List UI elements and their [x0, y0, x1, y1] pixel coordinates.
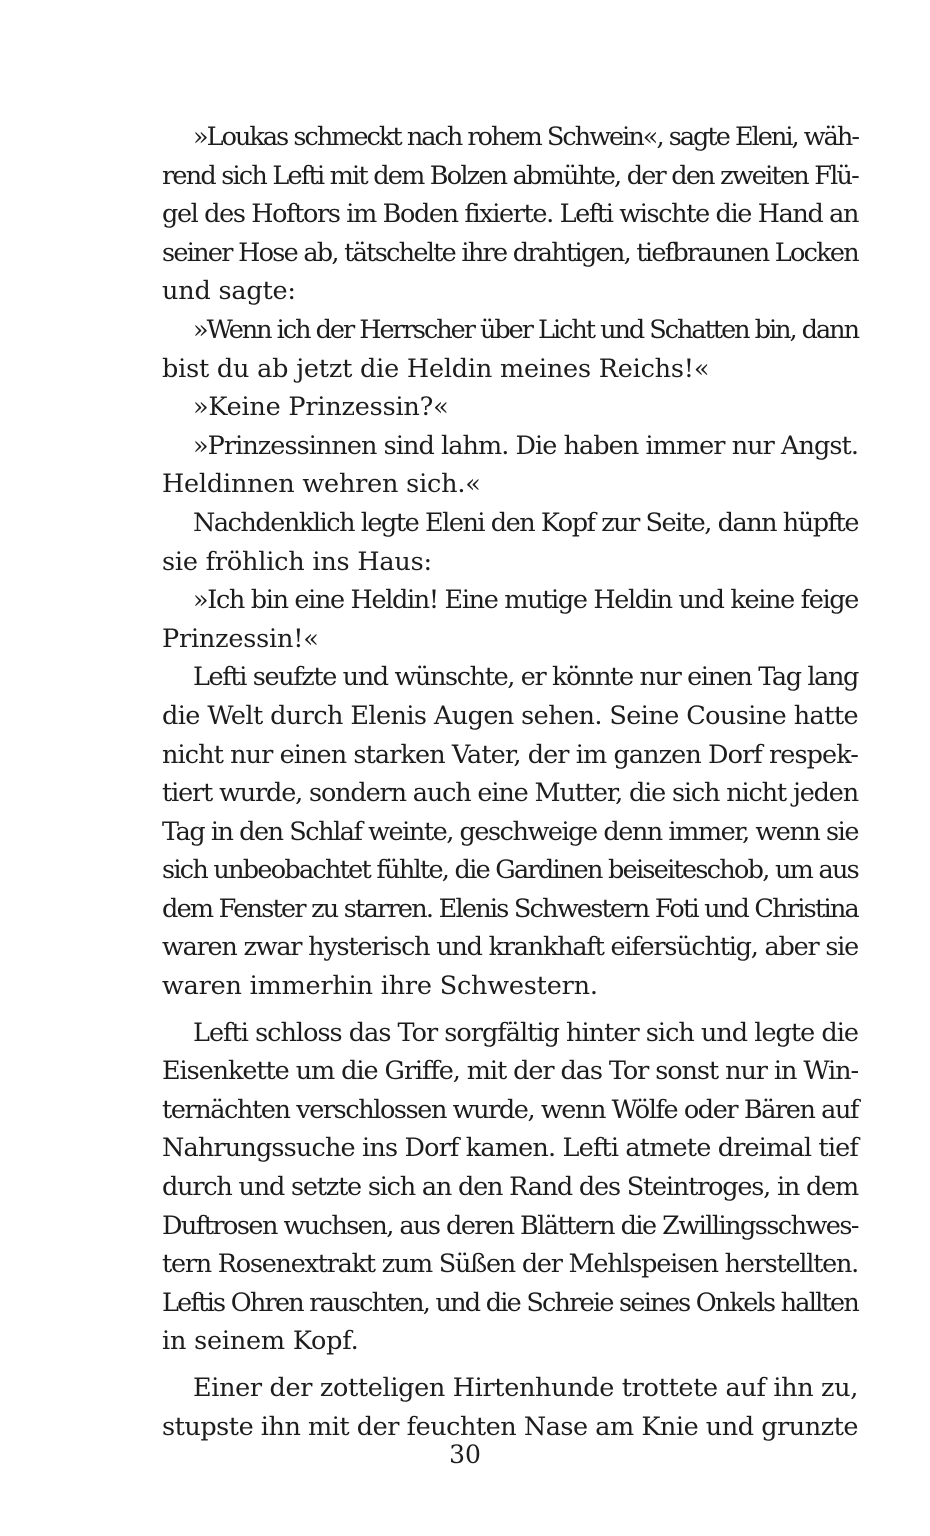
body-text: [162, 118, 858, 1446]
text-line: Heldinnen wehren sich.«: [162, 469, 481, 500]
text-line: nicht nur einen starken Vater, der im ganzen Dorf respek-: [162, 739, 858, 770]
text-line: Lefti seufzte und wünschte, er könnte nur einen Tag lang: [193, 662, 858, 693]
text-line: und sagte:: [162, 276, 296, 307]
text-line: waren immerhin ihre Schwestern.: [162, 971, 598, 1002]
text-line: die Welt durch Elenis Augen sehen. Seine Cousine hatte: [162, 700, 858, 731]
text-line: bist du ab jetzt die Heldin meines Reichs!«: [162, 353, 710, 384]
text-line: tern Rosenextrakt zum Süßen der Mehlspeisen herstellten.: [162, 1249, 858, 1280]
text-line: Einer der zotteligen Hirtenhunde trottete auf ihn zu,: [193, 1373, 858, 1403]
text-line: Lefti schloss das Tor sorgfältig hinter sich und legte die: [193, 1017, 859, 1048]
text-line: »Loukas schmeckt nach rohem Schwein«, sagte Eleni, wäh-: [193, 122, 858, 152]
text-line: sich unbeobachtet fühlte, die Gardinen beiseiteschob, um aus: [162, 855, 858, 886]
text-line: stupste ihn mit der feuchten Nase am Knie und grunzte: [162, 1411, 858, 1442]
paragraph-gap: [162, 1006, 858, 1014]
text-line: Prinzessin!«: [162, 623, 319, 654]
text-line: tiert wurde, sondern auch eine Mutter, die sich nicht jeden: [162, 778, 859, 809]
text-line: »Wenn ich der Herrscher über Licht und Schatten bin, dann: [193, 314, 858, 345]
text-line: gel des Hoftors im Boden fixierte. Lefti wischte die Hand an: [162, 199, 858, 230]
text-line: dem Fenster zu starren. Elenis Schwestern Foti und Christina: [162, 893, 858, 924]
text-line: rend sich Lefti mit dem Bolzen abmühte, der den zweiten Flü-: [162, 160, 858, 191]
paragraph-gap: [162, 1361, 858, 1369]
text-line: Tag in den Schlaf weinte, geschweige denn immer, wenn sie: [162, 816, 858, 847]
text-line: sie fröhlich ins Haus:: [162, 546, 432, 577]
text-line: Leftis Ohren rauschten, und die Schreie seines Onkels hallten: [162, 1287, 858, 1318]
text-line: seiner Hose ab, tätschelte ihre drahtigen, tiefbraunen Locken: [162, 237, 858, 268]
text-line: Nachdenklich legte Eleni den Kopf zur Seite, dann hüpfte: [193, 507, 858, 538]
text-line: in seinem Kopf.: [162, 1326, 359, 1357]
text-line: ternächten verschlossen wurde, wenn Wölfe oder Bären auf: [162, 1094, 858, 1125]
text-line: waren zwar hysterisch und krankhaft eifersüchtig, aber sie: [162, 932, 858, 963]
text-line: »Ich bin eine Heldin! Eine mutige Heldin und keine feige: [193, 585, 858, 616]
text-line: durch und setzte sich an den Rand des Steintroges, in dem: [162, 1172, 858, 1203]
text-line: Nahrungssuche ins Dorf kamen. Lefti atmete dreimal tief: [162, 1133, 858, 1164]
text-line: »Prinzessinnen sind lahm. Die haben immer nur Angst.: [193, 430, 858, 461]
text-line: »Keine Prinzessin?«: [193, 392, 449, 423]
text-line: Duftrosen wuchsen, aus deren Blättern die Zwillingsschwes-: [162, 1210, 858, 1241]
text-line: Eisenkette um die Griffe, mit der das Tor sonst nur in Win-: [162, 1056, 858, 1087]
page-number: 30: [449, 1440, 481, 1469]
